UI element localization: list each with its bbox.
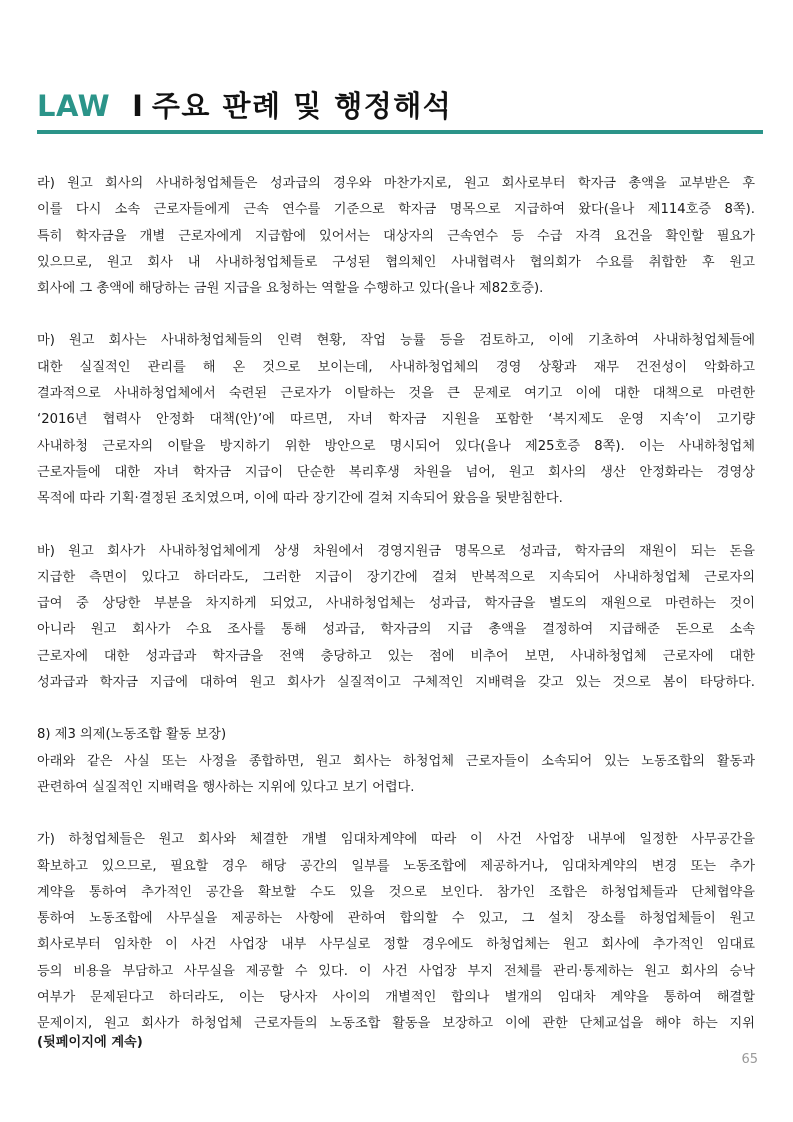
text-line: 급여 중 상당한 부분을 차지하게 되었고, 사내하청업체는 성과급, 학자금을 별도의 재원으로 마련하는 것이	[37, 596, 755, 612]
paragraph-agenda-3	[37, 722, 755, 801]
text-line: 관련하여 실질적인 지배력을 행사하는 지위에 있다고 보기 어렵다.	[37, 779, 415, 795]
text-line: 회사에 그 총액에 해당하는 금원 지급을 요청하는 역할을 수행하고 있다(을나 제82호증).	[37, 281, 544, 297]
text-line: 지급한 측면이 있다고 하더라도, 그러한 지급이 장기간에 걸쳐 반복적으로 지속되어 사내하청업체 근로자의	[37, 569, 755, 585]
paragraph-ma	[37, 328, 755, 512]
paragraph-ga	[37, 827, 755, 1037]
paragraph-ra	[37, 171, 755, 302]
text-line: 대한 실질적인 관리를 해 온 것으로 보이는데, 사내하청업체의 경영 상황과 재무 건전성이 악화하고	[37, 359, 755, 375]
text-line: ‘2016년 협력사 안정화 대책(안)’에 따르면, 자녀 학자금 지원을 포함한 ‘복지제도 운영 지속’이 고기량	[37, 412, 755, 428]
text-line: 라) 원고 회사의 사내하청업체들은 성과급의 경우와 마찬가지로, 원고 회사로부터 학자금 총액을 교부받은 후	[37, 176, 755, 191]
text-line: 근로자에 대한 성과급과 학자금을 전액 충당하고 있는 점에 비추어 보면, 사내하청업체 근로자에 대한	[37, 648, 755, 664]
section-heading: 8) 제3 의제(노동조합 활동 보장)	[37, 727, 227, 743]
text-line: 바) 원고 회사가 사내하청업체에게 상생 차원에서 경영지원금 명목으로 성과급, 학자금의 재원이 되는 돈을	[37, 543, 755, 559]
page-title	[37, 84, 452, 125]
page-number: 65	[741, 1052, 758, 1067]
header-rule	[37, 130, 763, 134]
text-line: 아니라 원고 회사가 수요 조사를 통해 성과급, 학자금의 지급 총액을 결정하여 지급해준 돈으로 소속	[37, 622, 755, 638]
text-line: 등의 비용을 부담하고 사무실을 제공할 수 있다. 이 사건 사업장 부지 전체를 관리·통제하는 원고 회사의 승낙	[37, 963, 755, 979]
text-line: 아래와 같은 사실 또는 사정을 종합하면, 원고 회사는 하청업체 근로자들이 소속되어 있는 노동조합의 활동과	[37, 753, 755, 769]
continued-note: (뒷페이지에 계속)	[37, 1034, 143, 1050]
text-line: 통하여 노동조합에 사무실을 제공하는 사항에 관하여 합의할 수 있고, 그 설치 장소를 하청업체들이 원고	[37, 911, 755, 927]
text-line: 확보하고 있으므로, 필요할 경우 해당 공간의 일부를 노동조합에 제공하거나, 임대차계약의 변경 또는 추가	[37, 858, 755, 874]
text-line: 목적에 따라 기획·결정된 조치였으며, 이에 따라 장기간에 걸쳐 지속되어 왔음을 뒷받침한다.	[37, 491, 563, 507]
document-body	[37, 171, 755, 1052]
page-header	[37, 84, 763, 134]
paragraph-ba	[37, 539, 755, 697]
text-line: 가) 하청업체들은 원고 회사와 체결한 개별 임대차계약에 따라 이 사건 사업장 내부에 일정한 사무공간을	[37, 832, 755, 848]
text-line: 있으므로, 원고 회사 내 사내하청업체들로 구성된 협의체인 사내협력사 협의회가 수요를 취합한 후 원고	[37, 254, 755, 270]
text-line: 계약을 통하여 추가적인 공간을 확보할 수도 있을 것으로 보인다. 참가인 조합은 하청업체들과 단체협약을	[37, 884, 755, 900]
text-line: 특히 학자금을 개별 근로자에게 지급함에 있어서는 대상자의 근속연수 등 수급 자격 요건을 확인할 필요가	[37, 228, 755, 244]
text-line: 결과적으로 사내하청업체에서 숙련된 근로자가 이탈하는 것을 큰 문제로 여기고 이에 대한 대책으로 마련한	[37, 386, 755, 402]
title-text: 주요 판례 및 행정해석	[151, 89, 453, 123]
text-line: 성과급과 학자금 지급에 대하여 원고 회사가 실질적이고 구체적인 지배력을 갖고 있는 것으로 봄이 타당하다.	[37, 675, 755, 691]
text-line: 사내하청 근로자의 이탈을 방지하기 위한 방안으로 명시되어 있다(을나 제25호증 8쪽). 이는 사내하청업체	[37, 438, 755, 454]
text-line: 근로자들에 대한 자녀 학자금 지급이 단순한 복리후생 차원을 넘어, 원고 회사의 생산 안정화라는 경영상	[37, 464, 755, 480]
text-line: 이를 다시 소속 근로자들에게 근속 연수를 기준으로 학자금 명목으로 지급하여 왔다(을나 제114호증 8쪽).	[37, 202, 755, 218]
title-separator: I	[132, 89, 143, 123]
text-line: 문제이지, 원고 회사가 하청업체 근로자들의 노동조합 활동을 보장하고 이에 관한 단체교섭을 해야 하는 지위	[37, 1016, 755, 1032]
section-label: LAW	[37, 89, 111, 123]
text-line: 회사로부터 임차한 이 사건 사업장 내부 사무실로 정할 경우에도 하청업체는 원고 회사에 추가적인 임대료	[37, 937, 755, 953]
text-line: 마) 원고 회사는 사내하청업체들의 인력 현황, 작업 능률 등을 검토하고, 이에 기초하여 사내하청업체들에	[37, 333, 755, 349]
text-line: 여부가 문제된다고 하더라도, 이는 당사자 사이의 개별적인 합의나 별개의 임대차 계약을 통하여 해결할	[37, 990, 755, 1006]
